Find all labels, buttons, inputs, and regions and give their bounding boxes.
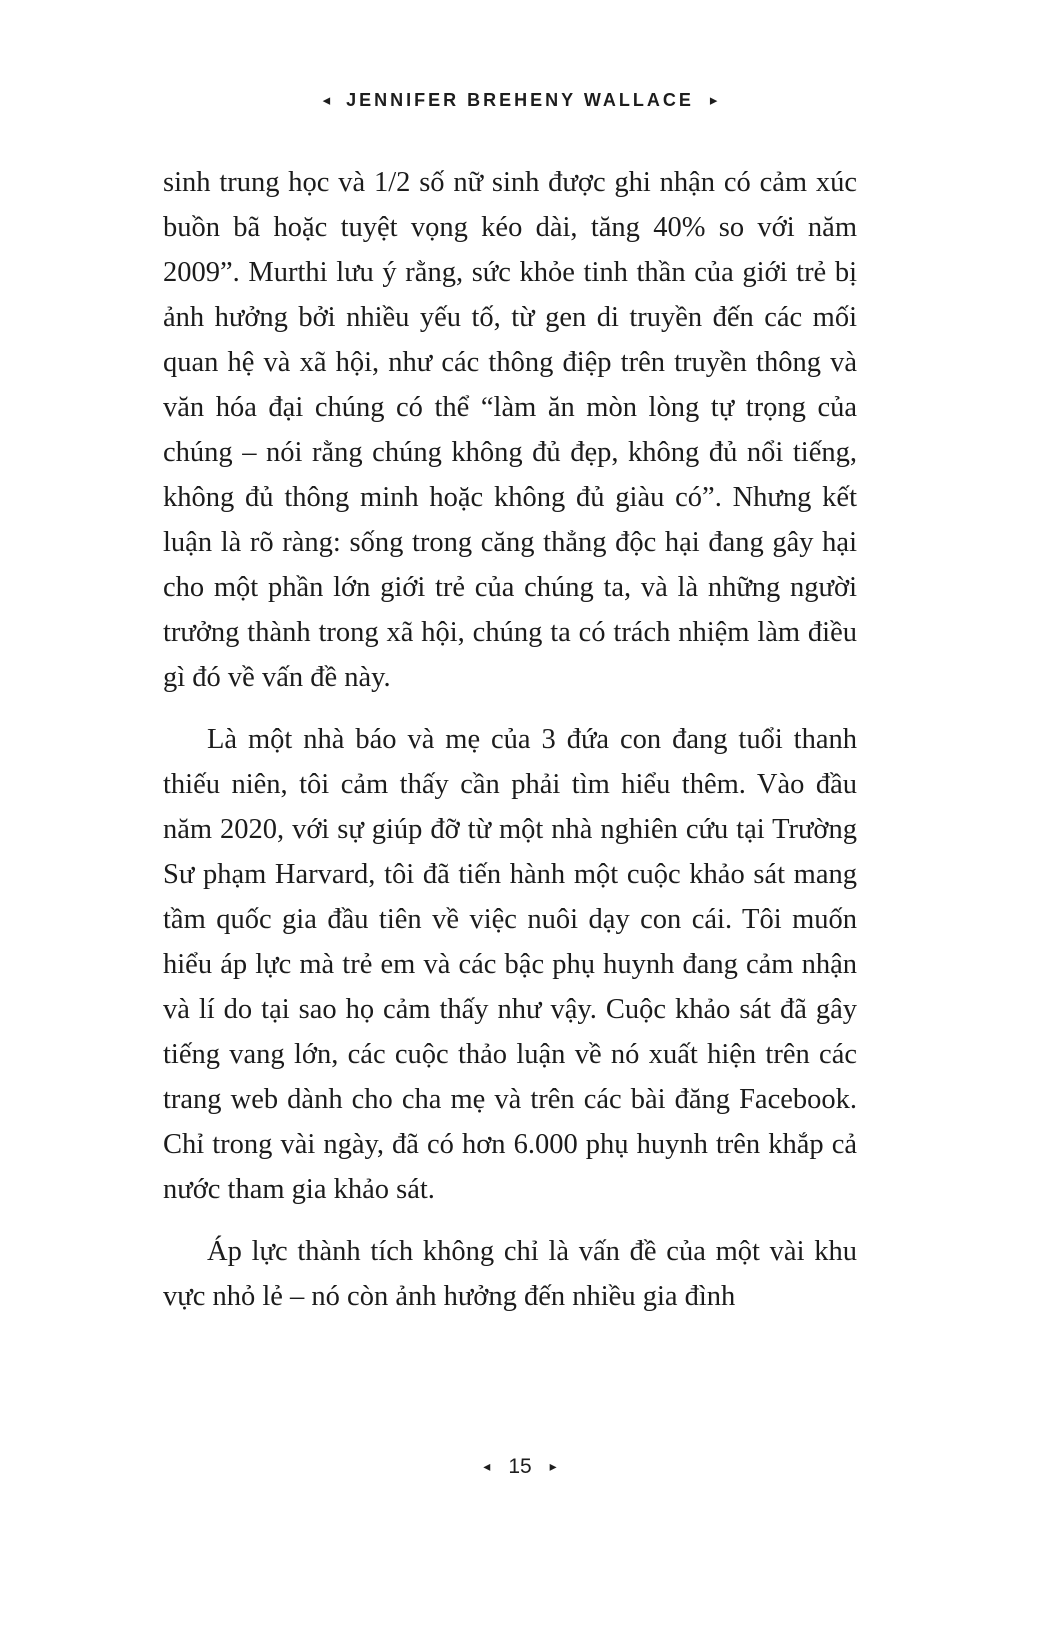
page-number: 15 [508, 1455, 532, 1478]
body-paragraph: Áp lực thành tích không chỉ là vấn đề của một vài khu vực nhỏ lẻ – nó còn ảnh hưởng đến nhiều gia đình [163, 1236, 857, 1312]
left-triangle-icon: ◂ [322, 90, 331, 109]
right-triangle-icon: ▸ [549, 1459, 557, 1475]
page-body-text [163, 160, 857, 1319]
author-name: JENNIFER BREHENY WALLACE [346, 90, 694, 110]
page-number-footer [0, 1455, 1040, 1479]
running-header [0, 90, 1040, 111]
right-triangle-icon: ▸ [709, 90, 718, 109]
body-paragraph: Là một nhà báo và mẹ của 3 đứa con đang tuổi thanh thiếu niên, tôi cảm thấy cần phải tìm hiểu thêm. Vào đầu năm 2020, với sự giúp đỡ từ một nhà nghiên cứu tại Trường Sư phạm Harvard, tôi đã tiến hành một cuộc khảo sát mang tầm quốc gia đầu tiên về việc nuôi dạy con cái. Tôi muốn hiểu áp lực mà trẻ em và các bậc phụ huynh đang cảm nhận và lí do tại sao họ cảm thấy như vậy. Cuộc khảo sát đã gây tiếng vang lớn, các cuộc thảo luận về nó xuất hiện trên các trang web dành cho cha mẹ và trên các bài đăng Facebook. Chỉ trong vài ngày, đã có hơn 6.000 phụ huynh trên khắp cả nước tham gia khảo sát. [163, 724, 857, 1205]
left-triangle-icon: ◂ [483, 1459, 491, 1475]
body-paragraph: sinh trung học và 1/2 số nữ sinh được ghi nhận có cảm xúc buồn bã hoặc tuyệt vọng kéo dài, tăng 40% so với năm 2009”. Murthi lưu ý rằng, sức khỏe tinh thần của giới trẻ bị ảnh hưởng bởi nhiều yếu tố, từ gen di truyền đến các mối quan hệ và xã hội, như các thông điệp trên truyền thông và văn hóa đại chúng có thể “làm ăn mòn lòng tự trọng của chúng – nói rằng chúng không đủ đẹp, không đủ nổi tiếng, không đủ thông minh hoặc không đủ giàu có”. Nhưng kết luận là rõ ràng: sống trong căng thẳng độc hại đang gây hại cho một phần lớn giới trẻ của chúng ta, và là những người trưởng thành trong xã hội, chúng ta có trách nhiệm làm điều gì đó về vấn đề này. [163, 167, 857, 693]
